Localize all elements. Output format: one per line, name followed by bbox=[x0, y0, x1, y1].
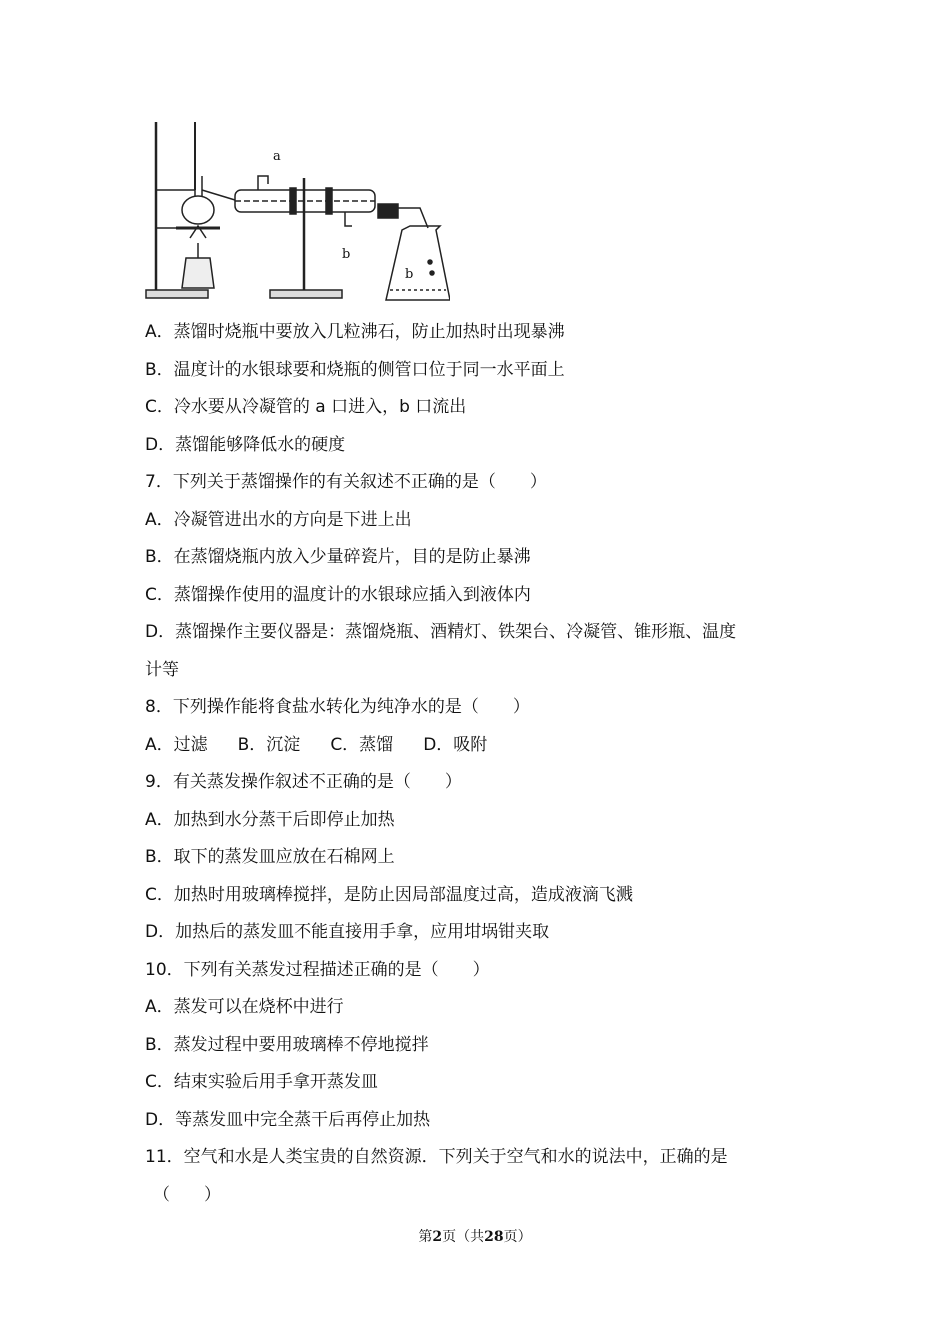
q11-stem: 11．空气和水是人类宝贵的自然资源．下列关于空气和水的说法中，正确的是 bbox=[145, 1147, 728, 1167]
q10-option-a: A．蒸发可以在烧杯中进行 bbox=[145, 997, 344, 1017]
q7-option-d: D．蒸馏操作主要仪器是：蒸馏烧瓶、酒精灯、铁架台、冷凝管、锥形瓶、温度 bbox=[145, 622, 737, 642]
stand-base-left bbox=[146, 290, 208, 298]
q6-option-a: A．蒸馏时烧瓶中要放入几粒沸石，防止加热时出现暴沸 bbox=[145, 322, 565, 342]
receiving-flask bbox=[386, 226, 450, 300]
q9-option-b: B．取下的蒸发皿应放在石棉网上 bbox=[145, 847, 395, 867]
q7-stem: 7．下列关于蒸馏操作的有关叙述不正确的是（ ） bbox=[145, 472, 547, 492]
q9-option-d: D．加热后的蒸发皿不能直接用手拿，应用坩埚钳夹取 bbox=[145, 922, 550, 942]
q10-option-b: B．蒸发过程中要用玻璃棒不停地搅拌 bbox=[145, 1034, 429, 1055]
q8-option-c: C．蒸馏 bbox=[330, 734, 394, 755]
stand-base-middle bbox=[270, 290, 342, 298]
q7-option-b: B．在蒸馏烧瓶内放入少量碎瓷片，目的是防止暴沸 bbox=[145, 547, 531, 567]
q7-option-a: A．冷凝管进出水的方向是下进上出 bbox=[145, 509, 412, 530]
alcohol-lamp bbox=[182, 258, 214, 288]
q7-option-c: C．蒸馏操作使用的温度计的水银球应插入到液体内 bbox=[145, 584, 531, 605]
label-a: a bbox=[273, 149, 281, 164]
footer-page-number: 2 bbox=[432, 1229, 443, 1245]
footer-middle: 页（共 bbox=[442, 1229, 485, 1245]
q10-stem: 10．下列有关蒸发过程描述正确的是（ ） bbox=[145, 959, 490, 980]
q11-stem-cont: （ ） bbox=[153, 1184, 221, 1205]
q10-option-d: D．等蒸发皿中完全蒸干后再停止加热 bbox=[145, 1109, 431, 1130]
q6-option-c: C．冷水要从冷凝管的 a 口进入，b 口流出 bbox=[145, 397, 467, 417]
label-b-flask: b bbox=[405, 267, 414, 282]
page-footer bbox=[0, 1226, 950, 1246]
q9-option-a: A．加热到水分蒸干后即停止加热 bbox=[145, 809, 395, 830]
adapter bbox=[398, 208, 428, 228]
q8-option-b: B．沉淀 bbox=[237, 734, 301, 755]
condenser-port-b bbox=[345, 212, 352, 226]
footer-suffix: 页） bbox=[503, 1229, 532, 1245]
q8-option-d: D．吸附 bbox=[423, 734, 488, 755]
distillation-apparatus-figure bbox=[140, 118, 450, 308]
distilling-flask bbox=[182, 196, 214, 224]
q9-stem: 9．有关蒸发操作叙述不正确的是（ ） bbox=[145, 772, 462, 792]
label-b-condenser: b bbox=[342, 247, 351, 262]
q8-stem: 8．下列操作能将食盐水转化为纯净水的是（ ） bbox=[145, 697, 530, 717]
q6-option-b: B．温度计的水银球要和烧瓶的侧管口位于同一水平面上 bbox=[145, 359, 565, 380]
q6-option-d: D．蒸馏能够降低水的硬度 bbox=[145, 434, 346, 455]
q10-option-c: C．结束实验后用手拿开蒸发皿 bbox=[145, 1072, 378, 1092]
question-content bbox=[145, 314, 815, 1214]
q8-option-a: A．过滤 bbox=[145, 734, 208, 755]
q9-option-c: C．加热时用玻璃棒搅拌，是防止因局部温度过高，造成液滴飞溅 bbox=[145, 884, 633, 905]
q8-options bbox=[145, 727, 815, 765]
q7-option-d-cont: 计等 bbox=[145, 659, 179, 680]
condenser-port-a bbox=[258, 176, 268, 190]
stopper bbox=[378, 204, 398, 218]
footer-prefix: 第 bbox=[418, 1229, 433, 1245]
footer-total-pages: 28 bbox=[484, 1229, 504, 1245]
